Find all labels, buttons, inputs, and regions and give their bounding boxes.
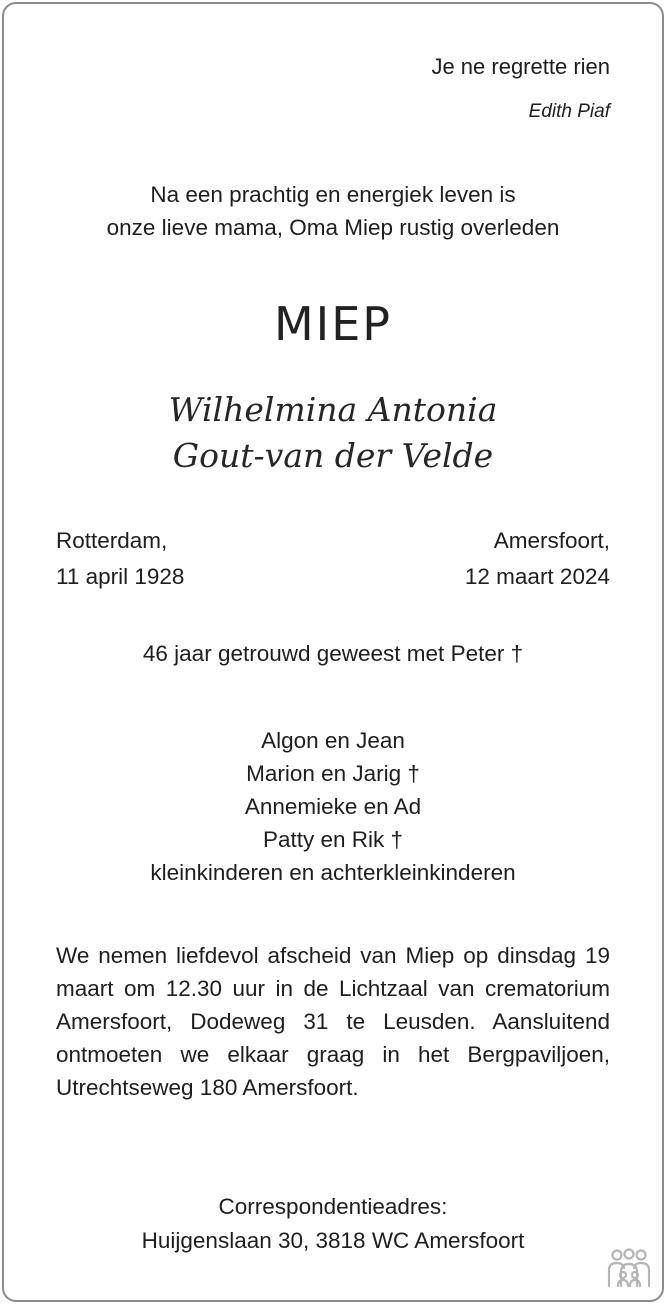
birth-place: Rotterdam, bbox=[56, 528, 168, 553]
full-name-line-2: Gout-van der Velde bbox=[172, 436, 494, 475]
family-list bbox=[4, 724, 662, 889]
quote-text: Je ne regrette rien bbox=[431, 54, 610, 79]
deceased-full-name bbox=[4, 387, 662, 479]
birth-info bbox=[56, 523, 184, 595]
intro-line-1: Na een prachtig en energiek leven is bbox=[150, 182, 516, 207]
family-member: kleinkinderen en achterkleinkinderen bbox=[150, 860, 516, 885]
married-text: 46 jaar getrouwd geweest met Peter † bbox=[142, 641, 524, 666]
correspondence-address: Huijgenslaan 30, 3818 WC Amersfoort bbox=[141, 1228, 525, 1253]
intro-text bbox=[4, 178, 662, 244]
birth-date: 11 april 1928 bbox=[56, 564, 185, 589]
death-place: Amersfoort, bbox=[493, 528, 610, 553]
deceased-first-name: MIEP bbox=[273, 297, 393, 351]
intro-line-2: onze lieve mama, Oma Miep rustig overleden bbox=[106, 215, 560, 240]
quote-author: Edith Piaf bbox=[528, 101, 610, 122]
death-info bbox=[465, 523, 610, 595]
full-name-line-1: Wilhelmina Antonia bbox=[168, 390, 498, 429]
obituary-card bbox=[2, 2, 664, 1302]
family-member: Algon en Jean bbox=[261, 728, 405, 753]
death-date: 12 maart 2024 bbox=[464, 564, 610, 589]
correspondence-label: Correspondentieadres: bbox=[218, 1194, 448, 1219]
family-figures-icon bbox=[604, 1248, 654, 1290]
correspondence-block bbox=[4, 1190, 662, 1258]
family-member: Patty en Rik † bbox=[262, 827, 404, 852]
ceremony-text: We nemen liefdevol afscheid van Miep op dinsdag 19 maart om 12.30 uur in de Lichtzaal van crematorium Amersfoort, Dodeweg 31 te Leusden. Aansluitend ontmoeten we elkaar graag in het Bergpaviljoen, Utrechtseweg 180 Amersfoort. bbox=[56, 943, 610, 1100]
family-member: Annemieke en Ad bbox=[244, 794, 422, 819]
family-member: Marion en Jarig † bbox=[246, 761, 420, 786]
